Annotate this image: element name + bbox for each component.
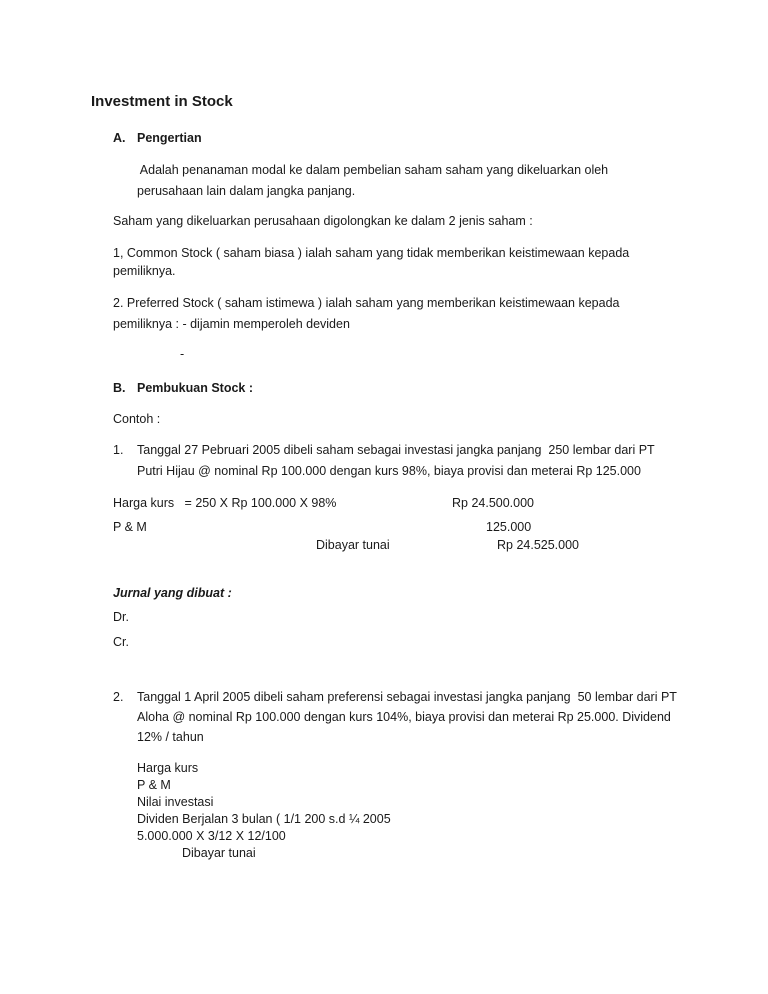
example-2-item: Nilai investasi bbox=[137, 795, 214, 809]
example-2-line-1: Tanggal 1 April 2005 dibeli saham preferensi sebagai investasi jangka panjang 50 lembar dari PT bbox=[137, 690, 677, 704]
definition-line-1: Adalah penanaman modal ke dalam pembelian saham saham yang dikeluarkan oleh bbox=[137, 163, 609, 177]
example-2-item: 5.000.000 X 3/12 X 12/100 bbox=[137, 829, 286, 843]
example-2-line-2: Aloha @ nominal Rp 100.000 dengan kurs 104%, biaya provisi dan meterai Rp 25.000. Dividend bbox=[137, 710, 671, 724]
section-a-heading: Pengertian bbox=[137, 131, 202, 145]
journal-debit: Dr. bbox=[113, 610, 129, 624]
section-b-heading: Pembukuan Stock : bbox=[137, 381, 253, 395]
example-2-item: Harga kurs bbox=[137, 761, 199, 775]
total-label: Dibayar tunai bbox=[316, 538, 390, 552]
example-1-line-1: Tanggal 27 Pebruari 2005 dibeli saham sebagai investasi jangka panjang 250 lembar dari PT bbox=[137, 443, 655, 457]
pm-label: P & M bbox=[113, 520, 147, 534]
total-value: Rp 24.525.000 bbox=[497, 538, 580, 552]
harga-kurs-value: Rp 24.500.000 bbox=[452, 496, 535, 510]
common-stock-line-2: pemiliknya. bbox=[113, 264, 176, 278]
example-2-item: Dividen Berjalan 3 bulan ( 1/1 200 s.d ¼ 2005 bbox=[137, 812, 391, 826]
list-dash: - bbox=[180, 347, 185, 361]
section-b-marker: B. bbox=[113, 381, 126, 395]
example-1-number: 1. bbox=[113, 443, 124, 457]
section-a-marker: A. bbox=[113, 131, 126, 145]
example-2-number: 2. bbox=[113, 690, 124, 704]
example-label: Contoh : bbox=[113, 412, 161, 426]
preferred-stock-line-1: 2. Preferred Stock ( saham istimewa ) ialah saham yang memberikan keistimewaan kepada bbox=[113, 296, 620, 310]
stock-types-intro: Saham yang dikeluarkan perusahaan digolongkan ke dalam 2 jenis saham : bbox=[113, 214, 533, 228]
common-stock-line-1: 1, Common Stock ( saham biasa ) ialah saham yang tidak memberikan keistimewaan kepada bbox=[113, 246, 630, 260]
definition-line-2: perusahaan lain dalam jangka panjang. bbox=[137, 184, 356, 198]
example-2-total: Dibayar tunai bbox=[182, 846, 256, 860]
journal-credit: Cr. bbox=[113, 635, 129, 649]
example-2-item: P & M bbox=[137, 778, 171, 792]
preferred-stock-line-2: pemiliknya : - dijamin memperoleh deviden bbox=[113, 317, 350, 331]
example-1-line-2: Putri Hijau @ nominal Rp 100.000 dengan kurs 98%, biaya provisi dan meterai Rp 125.000 bbox=[137, 464, 641, 478]
harga-kurs-label: Harga kurs = 250 X Rp 100.000 X 98% bbox=[113, 496, 337, 510]
journal-heading: Jurnal yang dibuat : bbox=[113, 586, 232, 600]
page-title: Investment in Stock bbox=[91, 93, 233, 110]
example-2-line-3: 12% / tahun bbox=[137, 730, 204, 744]
pm-value: 125.000 bbox=[486, 520, 532, 534]
